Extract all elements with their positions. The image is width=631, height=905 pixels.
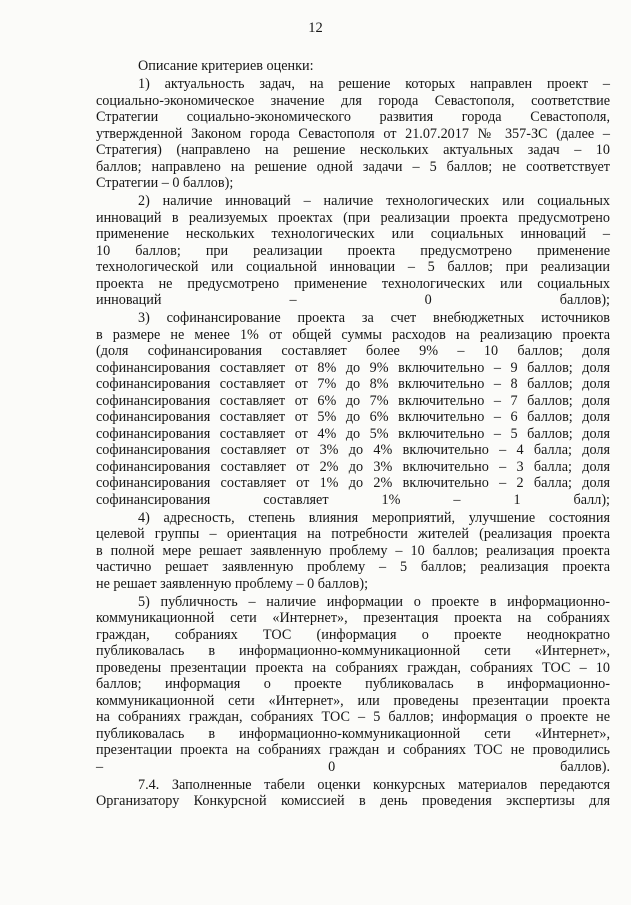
- text-line: софинансирования составляет от 4% до 5% включительно – 5 баллов; доля: [96, 425, 610, 442]
- paragraph: [96, 594, 610, 776]
- text-line: коммуникационной сети «Интернет», презентация проекта на собраниях: [96, 610, 610, 626]
- text-line: 3) софинансирование проекта за счет внебюджетных источников: [138, 310, 610, 326]
- text-line: Стратегия) (направлено на решение нескольких актуальных задач – 10: [96, 142, 610, 158]
- text-line: софинансирования составляет от 3% до 4% включительно – 4 балла; доля: [96, 442, 610, 458]
- text-line: граждан, собраниях ТОС (информация о проекте неоднократно: [96, 626, 610, 643]
- text-line: Описание критериев оценки:: [138, 58, 314, 74]
- text-line: 4) адресность, степень влияния мероприятий, улучшение состояния: [138, 509, 610, 526]
- paragraph: [96, 76, 610, 192]
- text-line: социально-экономическое значение для города Севастополя, соответствие: [96, 92, 610, 109]
- paragraph: [96, 510, 610, 593]
- text-line: (доля софинансирования составляет более 9% – 10 баллов; доля: [96, 343, 610, 359]
- text-line: на собраниях граждан, собраниях ТОС – 5 баллов; информация о проекте не: [96, 709, 610, 725]
- text-line: проекта не предусмотрено применение технологических или социальных: [96, 275, 610, 292]
- text-line: Стратегии – 0 баллов);: [96, 175, 234, 191]
- text-line: инноваций в реализуемых проектах (при реализации проекта предусмотрено: [96, 209, 610, 226]
- text-line: публиковалась в информационно-коммуникационной сети «Интернет»,: [96, 643, 610, 659]
- text-line: 2) наличие инноваций – наличие технологических или социальных: [138, 193, 610, 209]
- text-line: Стратегии социально-экономического развития города Севастополя,: [96, 109, 610, 125]
- text-line: инноваций – 0 баллов);: [96, 292, 610, 308]
- text-line: софинансирования составляет от 8% до 9% включительно – 9 баллов; доля: [96, 359, 610, 376]
- text-line: 7.4. Заполненные табели оценки конкурсных материалов передаются: [138, 776, 610, 793]
- text-line: презентации проекта на собраниях граждан и собраниях ТОС не проводились: [96, 742, 610, 758]
- text-line: целевой группы – ориентация на потребности жителей (реализация проекта: [96, 526, 610, 542]
- text-line: не решает заявленную проблему – 0 баллов);: [96, 575, 369, 592]
- document-body: [96, 58, 610, 810]
- text-line: софинансирования составляет от 1% до 2% включительно – 2 балла; доля: [96, 475, 610, 491]
- text-line: 5) публичность – наличие информации о проекте в информационно-: [138, 593, 610, 610]
- paragraph: [96, 58, 610, 75]
- paragraph: [96, 777, 610, 810]
- text-line: частично решает заявленную проблему – 5 баллов; реализация проекта: [96, 559, 610, 575]
- text-line: софинансирования составляет от 5% до 6% включительно – 6 баллов; доля: [96, 409, 610, 425]
- text-line: Организатору Конкурсной комиссией в день проведения экспертизы для: [96, 793, 610, 809]
- text-line: утвержденной Законом города Севастополя от 21.07.2017 № 357-ЗС (далее –: [96, 125, 610, 142]
- text-line: публиковалась в информационно-коммуникационной сети «Интернет»,: [96, 725, 610, 742]
- text-line: 1) актуальность задач, на решение которых направлен проект –: [138, 76, 610, 92]
- text-line: применение нескольких технологических или социальных инноваций –: [96, 226, 610, 242]
- text-line: коммуникационной сети «Интернет», или проведены презентации проекта: [96, 692, 610, 709]
- text-line: софинансирования составляет от 6% до 7% включительно – 7 баллов; доля: [96, 392, 610, 409]
- page-number: 12: [308, 20, 323, 36]
- text-line: 10 баллов; при реализации проекта предусмотрено применение: [96, 242, 610, 259]
- paragraph: [96, 310, 610, 508]
- text-line: технологической или социальной инновации – 5 баллов; при реализации: [96, 259, 610, 275]
- text-line: – 0 баллов).: [96, 758, 610, 775]
- text-line: баллов; направлено на решение одной задачи – 5 баллов; не соответствует: [96, 158, 610, 175]
- text-line: софинансирования составляет от 7% до 8% включительно – 8 баллов; доля: [96, 376, 610, 392]
- text-line: баллов; информация о проекте публиковалась в информационно-: [96, 676, 610, 692]
- paragraph: [96, 193, 610, 309]
- text-line: проведены презентации проекта на собраниях граждан, собраниях ТОС – 10: [96, 659, 610, 676]
- text-line: в полной мере решает заявленную проблему – 10 баллов; реализация проекта: [96, 542, 610, 559]
- text-line: в размере не менее 1% от общей суммы расходов на реализацию проекта: [96, 326, 610, 343]
- text-line: софинансирования составляет 1% – 1 балл);: [96, 491, 610, 508]
- text-line: софинансирования составляет от 2% до 3% включительно – 3 балла; доля: [96, 458, 610, 475]
